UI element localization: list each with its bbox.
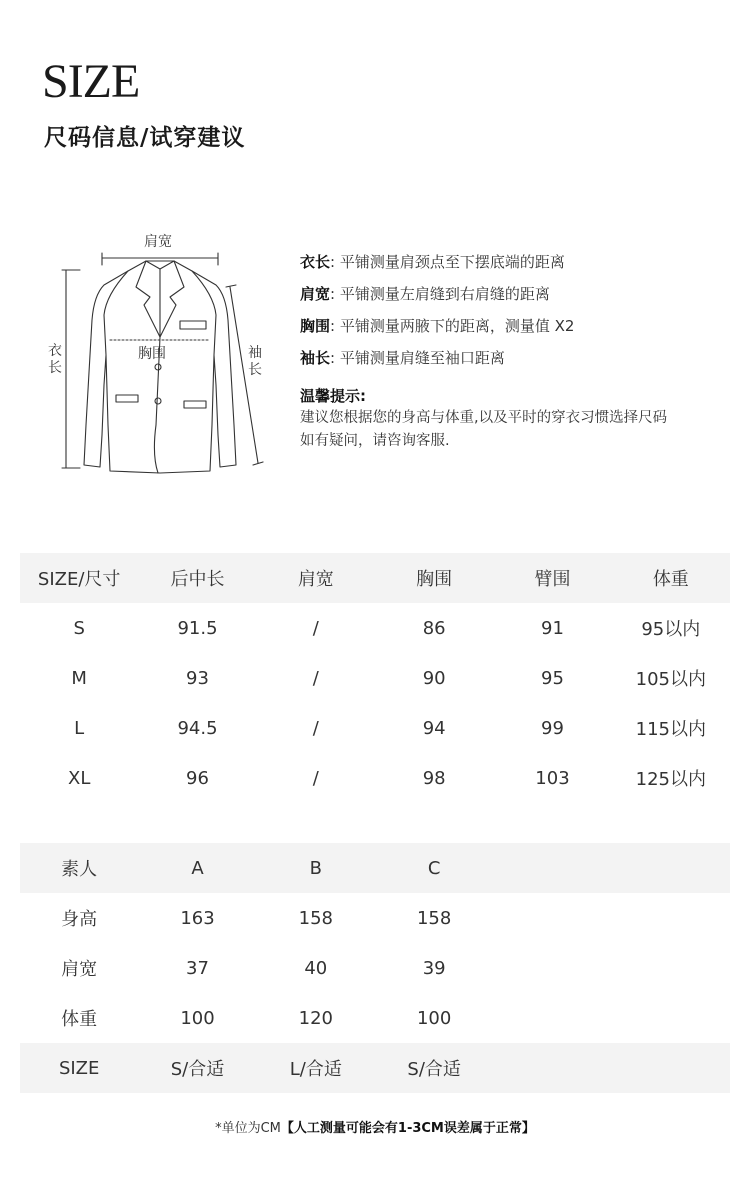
table-cell: 37 bbox=[186, 957, 209, 979]
table-cell: 肩宽 bbox=[61, 959, 98, 980]
desc-term: 袖长 bbox=[300, 349, 331, 367]
header-cell: 胸围 bbox=[375, 553, 493, 603]
table-cell bbox=[612, 993, 730, 1043]
length-label: 衣长 bbox=[48, 343, 62, 376]
table-row bbox=[20, 653, 730, 703]
table-cell: L bbox=[74, 717, 85, 739]
header-cell: 素人 bbox=[20, 843, 138, 893]
table-cell bbox=[493, 1043, 611, 1093]
header-cell: 体重 bbox=[612, 553, 730, 603]
table-cell: 90 bbox=[422, 667, 446, 689]
table-cell: / bbox=[312, 717, 319, 739]
table-cell: 120 bbox=[298, 1007, 333, 1029]
table-cell: 95以内 bbox=[641, 619, 701, 640]
table-header-row bbox=[20, 553, 730, 603]
table-cell: 身高 bbox=[61, 909, 98, 930]
table-cell bbox=[493, 893, 611, 943]
table-row bbox=[20, 703, 730, 753]
table-cell: / bbox=[312, 767, 319, 789]
table-cell: 125以内 bbox=[635, 769, 706, 790]
table-cell: 93 bbox=[186, 667, 209, 689]
table-row bbox=[20, 943, 730, 993]
tip-line-2: 如有疑问，请咨询客服. bbox=[300, 433, 450, 449]
desc-text: : 平铺测量左肩缝到右肩缝的距离 bbox=[330, 285, 550, 303]
table-cell: S/合适 bbox=[375, 1043, 493, 1093]
table-row bbox=[20, 1043, 730, 1093]
desc-text: : 平铺测量肩缝至袖口距离 bbox=[330, 349, 505, 367]
table-row bbox=[20, 893, 730, 943]
trial-table bbox=[20, 843, 730, 1093]
desc-chest bbox=[300, 315, 740, 347]
measurement-descriptions bbox=[300, 251, 740, 453]
table-cell: 94.5 bbox=[177, 717, 218, 739]
header-cell: 肩宽 bbox=[257, 553, 375, 603]
table-cell: 115以内 bbox=[635, 719, 706, 740]
tip-line-1: 建议您根据您的身高与体重,以及平时的穿衣习惯选择尺码 bbox=[300, 410, 668, 426]
table-cell: / bbox=[312, 617, 319, 639]
table-cell: 99 bbox=[541, 717, 564, 739]
table-cell: 158 bbox=[416, 907, 452, 929]
table-cell: M bbox=[71, 667, 87, 689]
shoulder-label: 肩宽 bbox=[144, 234, 172, 250]
desc-length bbox=[300, 251, 740, 283]
header-cell: SIZE/尺寸 bbox=[20, 553, 138, 603]
table-cell: S bbox=[73, 617, 85, 639]
table-cell: 91.5 bbox=[177, 617, 218, 639]
desc-term: 衣长 bbox=[300, 253, 331, 271]
table-cell: 86 bbox=[422, 617, 446, 639]
table-cell: XL bbox=[67, 767, 91, 789]
chest-label: 胸围 bbox=[138, 346, 166, 362]
table-cell: 158 bbox=[298, 907, 333, 929]
table-cell: 40 bbox=[304, 957, 328, 979]
desc-term: 胸围 bbox=[300, 317, 331, 335]
table-cell: 94 bbox=[422, 717, 446, 739]
page-subtitle: 尺码信息/试穿建议 bbox=[44, 125, 246, 151]
desc-text: : 平铺测量肩颈点至下摆底端的距离 bbox=[330, 253, 565, 271]
desc-term: 肩宽 bbox=[300, 285, 331, 303]
table-cell bbox=[612, 1043, 730, 1093]
table-cell: 103 bbox=[535, 767, 570, 789]
table-cell bbox=[493, 943, 611, 993]
table-row bbox=[20, 993, 730, 1043]
header-cell: B bbox=[257, 843, 375, 893]
jacket-diagram bbox=[40, 225, 280, 480]
table-cell: 163 bbox=[180, 907, 215, 929]
table-cell: 体重 bbox=[61, 1009, 98, 1030]
footnote bbox=[0, 1117, 750, 1136]
table-cell: 105以内 bbox=[635, 669, 706, 690]
table-cell: SIZE bbox=[20, 1043, 138, 1093]
table-cell: 100 bbox=[180, 1007, 215, 1029]
table-cell bbox=[493, 993, 611, 1043]
size-table bbox=[20, 553, 730, 803]
table-cell bbox=[612, 893, 730, 943]
tip-title: 温馨提示: bbox=[300, 387, 366, 405]
table-header-row bbox=[20, 843, 730, 893]
header-cell bbox=[612, 843, 730, 893]
sleeve-label: 袖长 bbox=[248, 345, 262, 378]
table-row bbox=[20, 753, 730, 803]
table-cell: S/合适 bbox=[138, 1043, 256, 1093]
header-cell: 后中长 bbox=[138, 553, 256, 603]
header-cell bbox=[493, 843, 611, 893]
page-title: SIZE bbox=[42, 55, 140, 108]
table-cell: / bbox=[312, 667, 319, 689]
table-cell: 98 bbox=[422, 767, 446, 789]
table-cell bbox=[612, 943, 730, 993]
header-cell: C bbox=[375, 843, 493, 893]
desc-text: : 平铺测量两腋下的距离，测量值 X2 bbox=[330, 317, 575, 335]
desc-sleeve bbox=[300, 347, 740, 379]
table-cell: 39 bbox=[422, 957, 446, 979]
header-cell: 臂围 bbox=[493, 553, 611, 603]
table-cell: 96 bbox=[186, 767, 209, 789]
table-cell: 95 bbox=[541, 667, 564, 689]
header-cell: A bbox=[138, 843, 256, 893]
footnote-unit: *单位为CM bbox=[215, 1121, 281, 1136]
desc-shoulder bbox=[300, 283, 740, 315]
table-cell: 91 bbox=[541, 617, 564, 639]
footnote-emphasis: 【人工测量可能会有1-3CM误差属于正常】 bbox=[280, 1121, 535, 1136]
table-cell: 100 bbox=[416, 1007, 452, 1029]
table-cell: L/合适 bbox=[257, 1043, 375, 1093]
table-row bbox=[20, 603, 730, 653]
